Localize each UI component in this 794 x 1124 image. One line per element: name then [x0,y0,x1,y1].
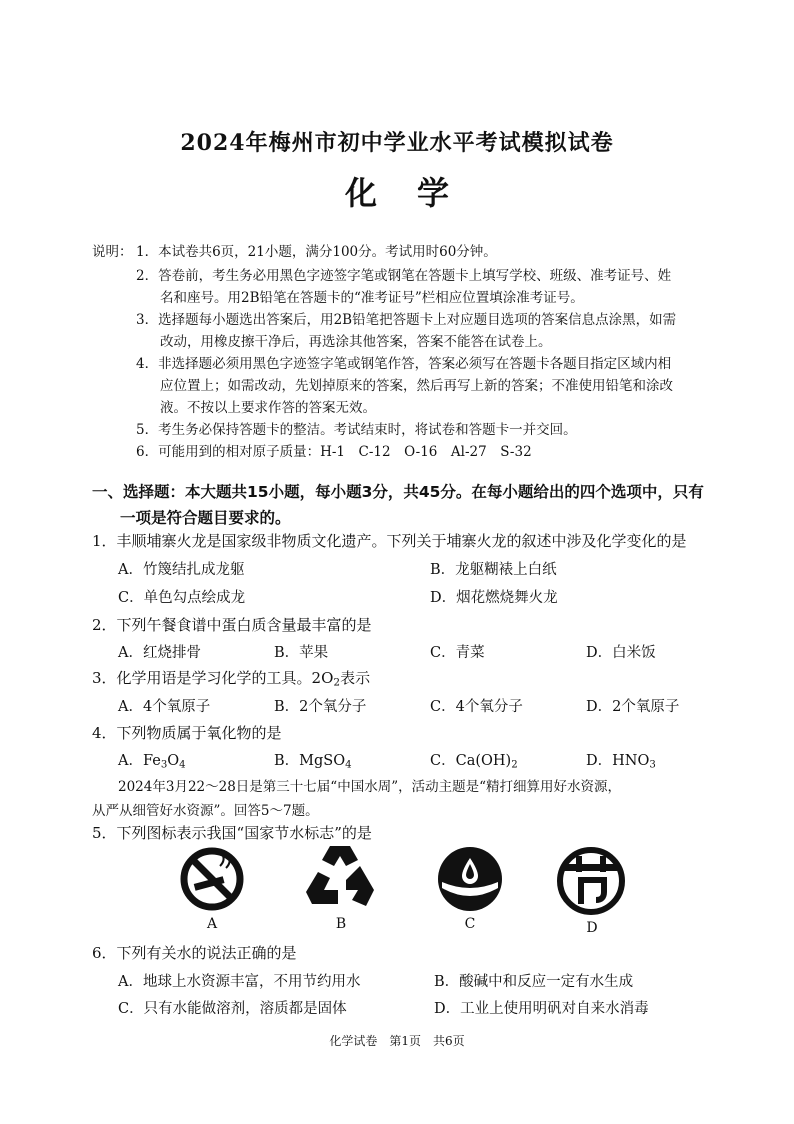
note-line: 6．可能用到的相对原子质量：H-1 C-12 O-16 Al-27 S-32 [136,444,532,460]
note-line: 改动，用橡皮擦干净后，再选涂其他答案，答案不能答在试卷上。 [160,334,552,350]
energy-saving-icon [556,846,626,916]
q4-b-sub: 4 [345,759,352,771]
q1-option-c: C．单色勾点绘成龙 [118,590,246,606]
q4-option-c [430,749,518,771]
note-line: 1．本试卷共6页，21小题，满分100分。考试用时60分钟。 [136,244,497,260]
q3-option-c: C．4个氧分子 [430,699,523,715]
q4-a-text2: O [167,753,180,769]
q2-option-d: D．白米饭 [586,645,656,661]
note-line: 名和座号。用2B铅笔在答题卡的“准考证号”栏相应位置填涂准考证号。 [160,290,584,306]
question-4-stem: 4．下列物质属于氧化物的是 [92,724,282,742]
question-2-stem: 2．下列午餐食谱中蛋白质含量最丰富的是 [92,616,372,634]
q3-stem-text-end: 表示 [340,669,371,687]
q4-option-b [274,749,352,771]
exam-title: 2024年梅州市初中学业水平考试模拟试卷 [180,130,614,156]
question-6-stem: 6．下列有关水的说法正确的是 [92,944,297,962]
option-label-a: A [206,916,218,932]
q2-option-c: C．青菜 [430,645,485,661]
section-heading: 一、选择题：本大题共15小题，每小题3分，共45分。在每小题给出的四个选项中，只有 [92,483,704,501]
page-footer: 化学试卷 第1页 共6页 [329,1034,465,1048]
q6-option-b: B．酸碱中和反应一定有水生成 [434,974,634,990]
q6-option-a: A．地球上水资源丰富，不用节约用水 [118,974,361,990]
note-line: 5．考生务必保持答题卡的整洁。考试结束时，将试卷和答题卡一并交回。 [136,422,577,438]
option-label-d: D [586,920,598,936]
notes-label: 说明： [92,244,133,260]
question-1-stem: 1．丰顺埔寨火龙是国家级非物质文化遗产。下列关于埔寨火龙的叙述中涉及化学变化的是 [92,532,687,550]
q4-a-sub2: 4 [179,759,186,771]
q3-option-d: D．2个氧原子 [586,699,680,715]
q6-option-d: D．工业上使用明矾对自来水消毒 [434,1001,649,1017]
section-heading-cont: 一项是符合题目要求的。 [120,509,291,527]
q2-option-a: A．红烧排骨 [118,645,201,661]
q3-stem-subscript: 2 [333,676,341,689]
note-line: 3．选择题每小题选出答案后，用2B铅笔把答题卡上对应题目选项的答案信息点涂黑，如需 [136,312,677,328]
note-line: 2．答卷前，考生务必用黑色字迹签字笔或钢笔在答题卡上填写学校、班级、准考证号、姓 [136,268,672,284]
question-5-stem: 5．下列图标表示我国“国家节水标志”的是 [92,824,372,842]
note-line: 液。不按以上要求作答的答案无效。 [160,400,376,416]
q1-option-d: D．烟花燃烧舞火龙 [430,590,558,606]
note-line: 应位置上；如需改动，先划掉原来的答案，然后再写上新的答案；不准使用铅笔和涂改 [160,378,673,394]
q1-option-a: A．竹篾结扎成龙躯 [118,562,245,578]
q4-b-text: B．MgSO [274,753,346,769]
q4-a-text: A．Fe [118,753,161,769]
q2-option-b: B．苹果 [274,645,329,661]
q4-a-sub: 3 [160,759,168,771]
question-3-stem [92,667,370,689]
q4-option-a [118,749,186,771]
q6-option-c: C．只有水能做溶剂，溶质都是固体 [118,1001,347,1017]
q3-option-a: A．4个氧原子 [118,699,211,715]
recycle-icon [300,842,380,914]
q4-c-text: C．Ca(OH) [430,753,512,769]
water-saving-icon [434,844,506,914]
q4-c-sub: 2 [511,759,518,771]
water-week-intro-cont: 从严从细管好水资源”。回答5～7题。 [92,803,319,819]
subject-title: 化学 [344,174,489,212]
water-week-intro: 2024年3月22～28日是第三十七届“中国水周”，活动主题是“精打细算用好水资源， [118,779,622,795]
q3-option-b: B．2个氧分子 [274,699,367,715]
q4-d-sub: 3 [649,759,656,771]
note-line: 4．非选择题必须用黑色字迹签字笔或钢笔作答，答案必须写在答题卡各题目指定区域内相 [136,356,672,372]
q4-d-text: D．HNO [586,753,650,769]
q3-stem-text: 3．化学用语是学习化学的工具。2O [92,669,334,687]
option-label-b: B [335,916,347,932]
no-smoking-icon [178,844,246,914]
q1-option-b: B．龙躯糊裱上白纸 [430,562,557,578]
option-label-c: C [464,916,476,932]
q4-option-d [586,749,656,771]
